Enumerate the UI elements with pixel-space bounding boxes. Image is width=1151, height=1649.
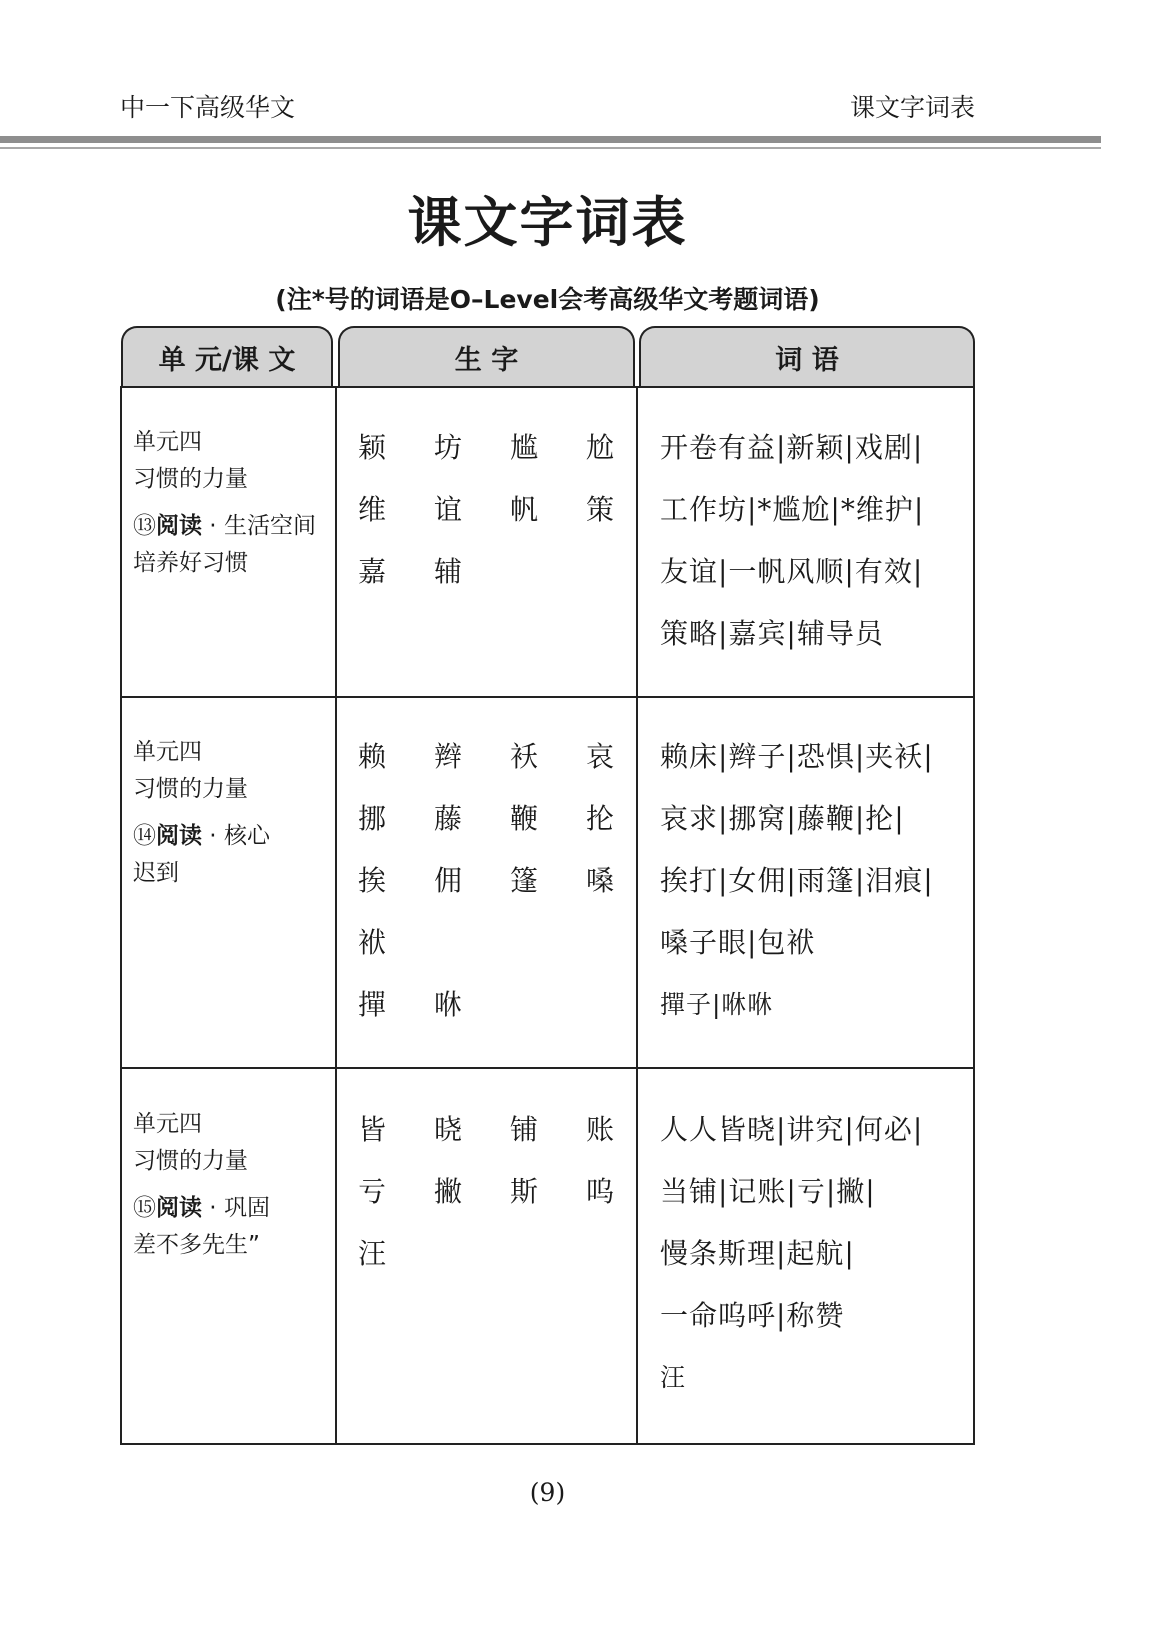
table-row-words-cell [660, 1099, 923, 1409]
char-row: 亏 撇 斯 呜 [358, 1175, 615, 1208]
word-line: 慢条斯理|起航| [660, 1237, 855, 1270]
header-rule-thin [0, 147, 1101, 149]
table-row-chars-cell [358, 1099, 626, 1285]
char-row: 皆 晓 铺 账 [358, 1113, 615, 1146]
table-row-chars-cell [358, 726, 626, 1036]
table-row-unit-cell [133, 424, 316, 582]
char-row: 赖 辫 袄 哀 [358, 740, 615, 773]
word-line: 当铺|记账|亏|撇| [660, 1175, 876, 1208]
lesson-tag: 阅读 [156, 823, 202, 849]
word-line: 友谊|一帆风顺|有效| [660, 555, 924, 588]
table-note: (注*号的词语是O–Level会考高级华文考题词语) [275, 285, 820, 314]
word-line: 工作坊|*尴尬|*维护| [660, 493, 925, 526]
header-rule-thick [0, 136, 1101, 143]
word-line: 汪 [660, 1363, 687, 1392]
lesson-title: 差不多先生” [133, 1232, 260, 1258]
lesson-tag: 阅读 [156, 1195, 202, 1221]
table-row-unit-cell [133, 734, 270, 892]
column-header-characters: 生 字 [338, 326, 635, 386]
unit-name: 单元四 [133, 739, 202, 765]
word-line: 撣子|咻咻 [660, 990, 774, 1019]
char-row: 袱 [358, 926, 387, 959]
column-header-words: 词 语 [639, 326, 975, 386]
table-row-unit-cell [133, 1106, 270, 1264]
lesson-type: ⑮阅读 · 巩固 [133, 1195, 270, 1221]
word-line: 赖床|辫子|恐惧|夹袄| [660, 740, 934, 773]
lesson-type: ⑬阅读 · 生活空间 [133, 513, 316, 539]
table-row-words-cell [660, 417, 924, 665]
lesson-title: 迟到 [133, 860, 179, 886]
word-line: 一命呜呼|称赞 [660, 1299, 845, 1332]
char-row: 撣 咻 [358, 988, 463, 1021]
unit-title: 习惯的力量 [133, 1148, 248, 1174]
word-line: 哀求|挪窝|藤鞭|抡| [660, 802, 905, 835]
unit-title: 习惯的力量 [133, 466, 248, 492]
word-line: 嗓子眼|包袱 [660, 926, 816, 959]
unit-title: 习惯的力量 [133, 776, 248, 802]
table-divider-1 [335, 386, 337, 1445]
column-header-unit: 单 元/课 文 [121, 326, 333, 386]
unit-name: 单元四 [133, 1111, 202, 1137]
word-line: 人人皆晓|讲究|何必| [660, 1113, 924, 1146]
lesson-tag: 阅读 [156, 513, 202, 539]
lesson-title: 培养好习惯 [133, 550, 248, 576]
table-row-words-cell [660, 726, 934, 1036]
char-row: 挨 佣 篷 嗓 [358, 864, 615, 897]
char-row: 维 谊 帆 策 [358, 493, 615, 526]
running-header-book-title: 中一下高级华文 [120, 93, 296, 122]
unit-name: 单元四 [133, 429, 202, 455]
word-line: 挨打|女佣|雨篷|泪痕| [660, 864, 934, 897]
running-header-section-title: 课文字词表 [849, 93, 975, 122]
word-line: 策略|嘉宾|辅导员 [660, 617, 884, 650]
table-divider-2 [636, 386, 638, 1445]
page-number: (9) [529, 1478, 566, 1507]
word-line: 开卷有益|新颖|戏剧| [660, 431, 924, 464]
char-row: 挪 藤 鞭 抡 [358, 802, 615, 835]
char-row: 嘉 辅 [358, 555, 463, 588]
row-divider-2 [120, 1067, 975, 1069]
row-divider-1 [120, 696, 975, 698]
lesson-type: ⑭阅读 · 核心 [133, 823, 270, 849]
char-row: 汪 [358, 1237, 387, 1270]
char-row: 颖 坊 尴 尬 [358, 431, 615, 464]
table-row-chars-cell [358, 417, 626, 603]
page-title: 课文字词表 [407, 191, 688, 254]
